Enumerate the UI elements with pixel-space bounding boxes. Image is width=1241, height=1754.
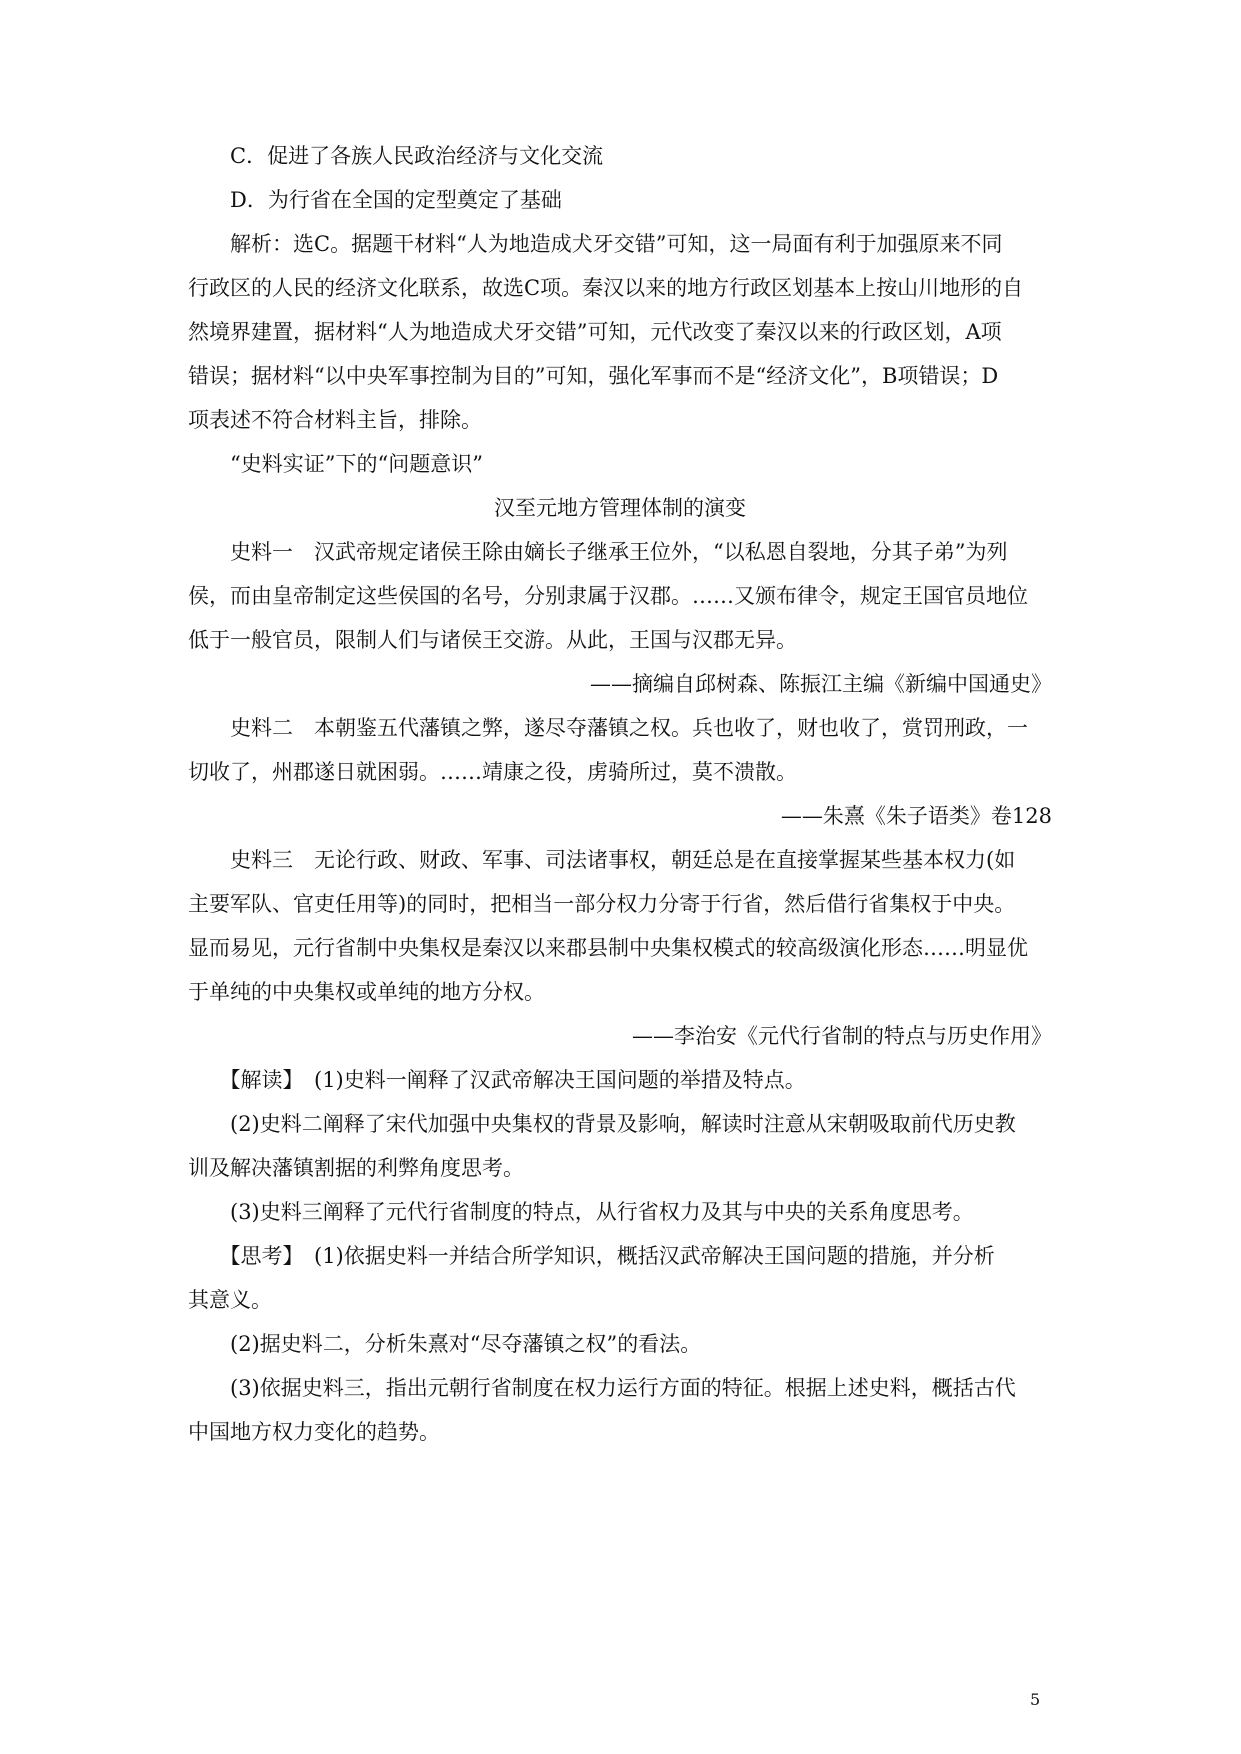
interpretation-line: 【解读】 (1)史料一阐释了汉武帝解决王国问题的举措及特点。 [188,1068,806,1092]
source-three-line: 主要军队、官吏任用等)的同时，把相当一部分权力分寄于行省，然后借行省集权于中央。 [188,892,1016,916]
interpretation-line: (2)史料二阐释了宋代加强中央集权的背景及影响，解读时注意从宋朝吸取前代历史教 [188,1112,1016,1136]
question-line: (2)据史料二，分析朱熹对“尽夺藩镇之权”的看法。 [188,1332,702,1356]
option-d: D．为行省在全国的定型奠定了基础 [188,188,562,212]
analysis-line: 行政区的人民的经济文化联系，故选C项。秦汉以来的地方行政区划基本上按山川地形的自 [188,276,1024,300]
source-one-citation: ——摘编自邱树森、陈振江主编《新编中国通史》 [590,672,1052,696]
analysis-line: 错误；据材料“以中央军事控制为目的”可知，强化军事而不是“经济文化”，B项错误；D [188,364,999,388]
source-three-citation: ——李治安《元代行省制的特点与历史作用》 [632,1024,1052,1048]
page-number: 5 [1030,1690,1041,1709]
section-title: 汉至元地方管理体制的演变 [494,496,746,520]
source-three-line: 史料三 无论行政、财政、军事、司法诸事权，朝廷总是在直接掌握某些基本权力(如 [188,848,1016,872]
interpretation-line: (3)史料三阐释了元代行省制度的特点，从行省权力及其与中央的关系角度思考。 [188,1200,974,1224]
source-one-line: 史料一 汉武帝规定诸侯王除由嫡长子继承王位外，“以私恩自裂地，分其子弟”为列 [188,540,1008,564]
question-line: (3)依据史料三，指出元朝行省制度在权力运行方面的特征。根据上述史料，概括古代 [188,1376,1016,1400]
source-one-line: 低于一般官员，限制人们与诸侯王交游。从此，王国与汉郡无异。 [188,628,797,652]
analysis-line: 解析：选C。据题干材料“人为地造成犬牙交错”可知，这一局面有利于加强原来不同 [188,232,1003,256]
question-line: 其意义。 [188,1288,272,1312]
source-three-line: 于单纯的中央集权或单纯的地方分权。 [188,980,545,1004]
interpretation-line: 训及解决藩镇割据的利弊角度思考。 [188,1156,524,1180]
section-heading: “史料实证”下的“问题意识” [188,452,483,476]
source-two-citation: ——朱熹《朱子语类》卷128 [780,804,1052,828]
option-c: C．促进了各族人民政治经济与文化交流 [188,144,604,168]
source-two-line: 切收了，州郡遂日就困弱。……靖康之役，虏骑所过，莫不溃散。 [188,760,797,784]
analysis-line: 然境界建置，据材料“人为地造成犬牙交错”可知，元代改变了秦汉以来的行政区划，A项 [188,320,1002,344]
source-two-line: 史料二 本朝鉴五代藩镇之弊，遂尽夺藩镇之权。兵也收了，财也收了，赏罚刑政，一 [188,716,1028,740]
source-three-line: 显而易见，元行省制中央集权是秦汉以来郡县制中央集权模式的较高级演化形态……明显优 [188,936,1028,960]
analysis-line: 项表述不符合材料主旨，排除。 [188,408,482,432]
source-one-line: 侯，而由皇帝制定这些侯国的名号，分别隶属于汉郡。……又颁布律令，规定王国官员地位 [188,584,1028,608]
question-line: 中国地方权力变化的趋势。 [188,1420,440,1444]
question-line: 【思考】 (1)依据史料一并结合所学知识，概括汉武帝解决王国问题的措施，并分析 [188,1244,995,1268]
